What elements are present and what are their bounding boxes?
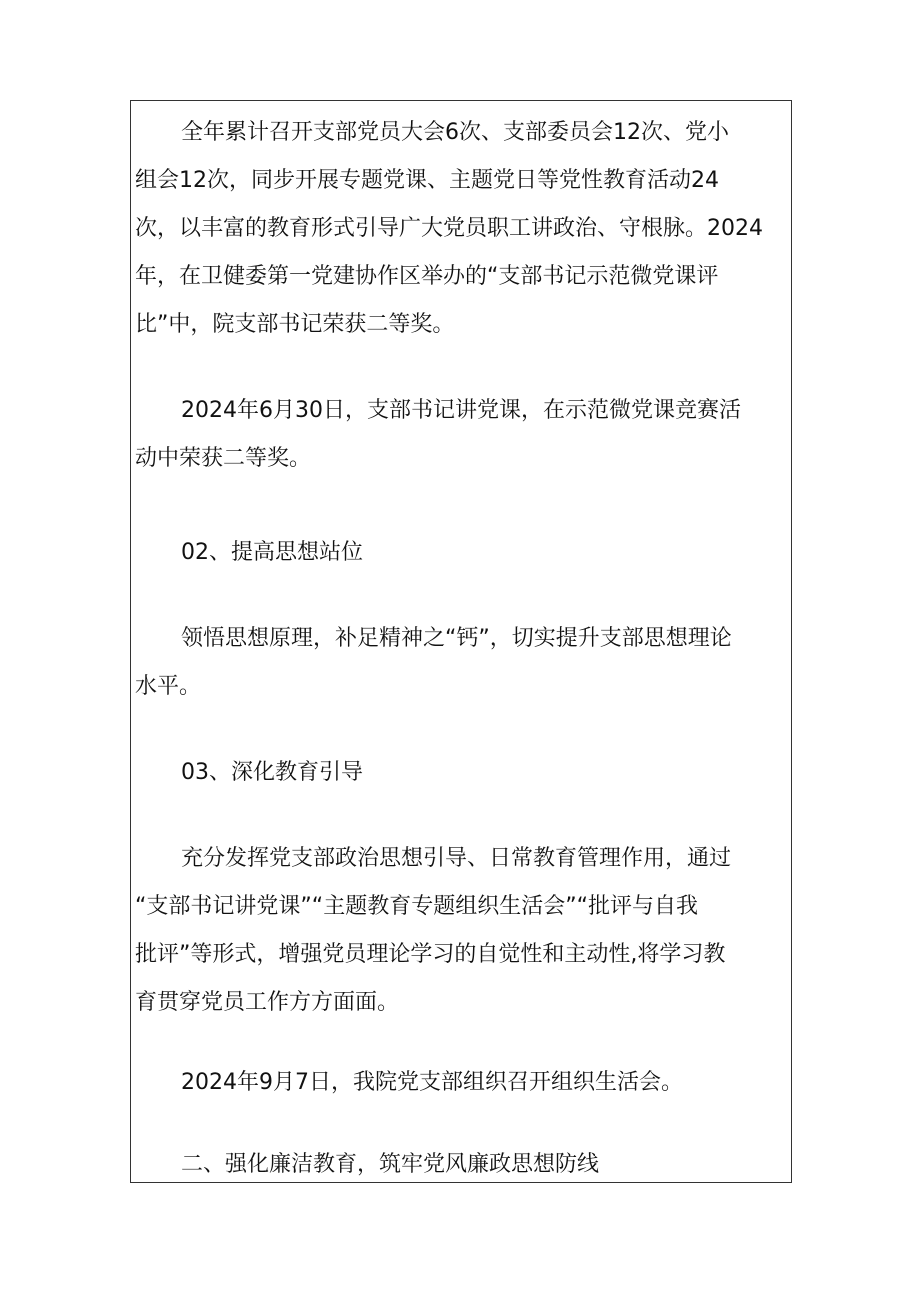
text-line: 批评”等形式，增强党员理论学习的自觉性和主动性,将学习教 [135, 942, 726, 967]
paragraph-thought [131, 615, 791, 711]
paragraph-education [131, 835, 791, 1027]
section-heading-03 [131, 749, 791, 797]
paragraph-meeting [131, 1059, 791, 1107]
text-line: “支部书记讲党课”“主题教育专题组织生活会”“批评与自我 [135, 894, 698, 919]
text-line: 育贯穿党员工作方方面面。 [135, 990, 400, 1015]
text-line: 组会12次，同步开展专题党课、主题党日等党性教育活动24 [135, 168, 719, 193]
text-line: 03、深化教育引导 [181, 760, 363, 785]
text-line: 动中荣获二等奖。 [135, 446, 312, 471]
text-line: 领悟思想原理，补足精神之“钙”，切实提升支部思想理论 [181, 626, 732, 651]
document-frame [130, 100, 792, 1183]
paragraph-summary [131, 109, 791, 349]
text-line: 充分发挥党支部政治思想引导、日常教育管理作用，通过 [181, 846, 732, 871]
text-line: 02、提高思想站位 [181, 540, 363, 565]
text-line: 水平。 [135, 674, 202, 699]
text-line: 比”中，院支部书记荣获二等奖。 [135, 312, 455, 337]
text-line: 2024年6月30日，支部书记讲党课，在示范微党课竞赛活 [181, 398, 741, 423]
text-line: 全年累计召开支部党员大会6次、支部委员会12次、党小 [181, 120, 729, 145]
text-line: 二、强化廉洁教育，筑牢党风廉政思想防线 [181, 1152, 600, 1177]
text-line: 2024年9月7日，我院党支部组织召开组织生活会。 [181, 1070, 683, 1095]
section-heading-two [131, 1141, 791, 1189]
text-line: 年，在卫健委第一党建协作区举办的“支部书记示范微党课评 [135, 264, 719, 289]
text-line: 次，以丰富的教育形式引导广大党员职工讲政治、守根脉。2024 [135, 216, 763, 241]
paragraph-party-lecture [131, 387, 791, 483]
section-heading-02 [131, 529, 791, 577]
